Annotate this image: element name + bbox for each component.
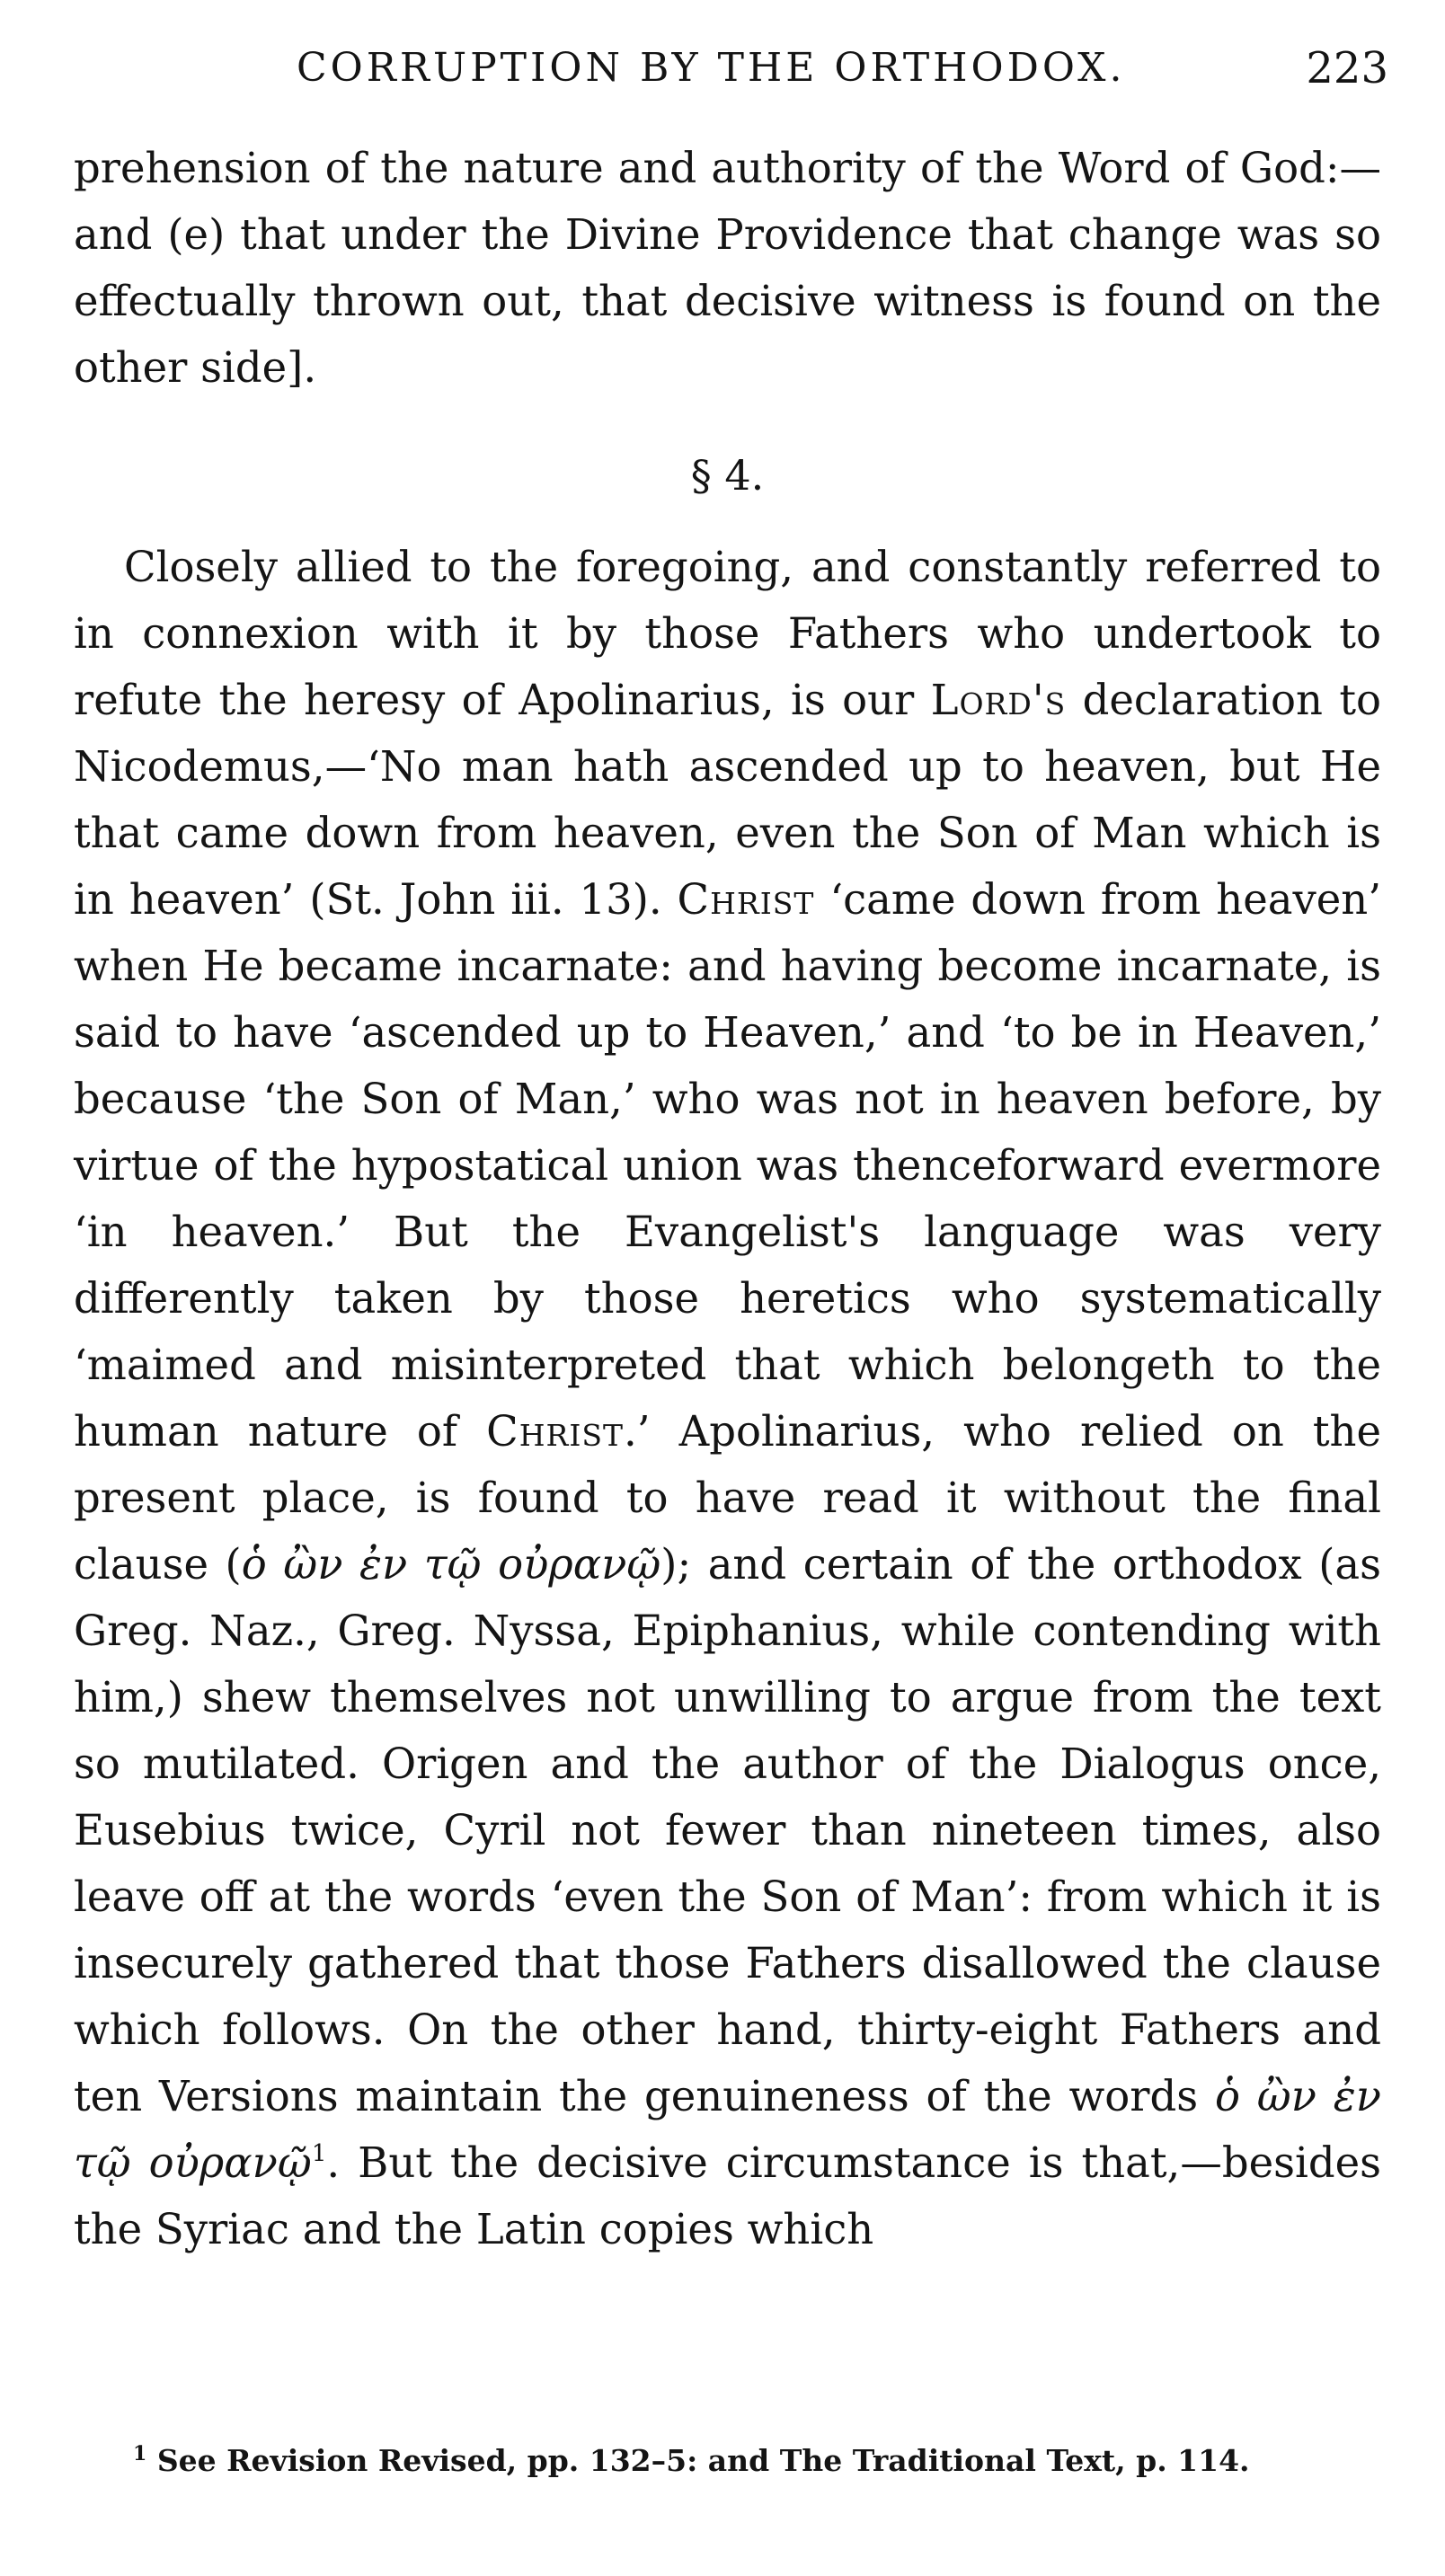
paragraph-continuation: prehension of the nature and authority of the Word of God:—and (e) that under the Divine Providence that change was so effectually thrown out, that decisive witness is found on the other side]. (74, 144, 1381, 392)
text-run: Closely allied to the foregoing, and constantly referred to in connexion with it by those Fathers who undertook to refute the heresy of Apolinarius, is our (74, 543, 1381, 724)
paragraph-section-4 (74, 534, 1381, 2262)
section-heading: § 4. (690, 451, 765, 500)
body-text (74, 135, 1381, 2262)
small-caps-christ: Christ (486, 1407, 624, 1456)
text-run: declaration to Nicodemus,—‘No man hath ascended up to heaven, but He that came down from heaven, even the Son of Man which is in heaven’ (St. John iii. 13). (74, 676, 1382, 924)
greek-phrase: ὁ ὢν ἐν τῷ οὐρανῷ (74, 2072, 1382, 2187)
text-run: ‘came down from heaven’ when He became incarnate: and having become incarnate, is said to have ‘ascended up to Heaven,’ and ‘to be in Heaven,’ because ‘the Son of Man,’ who was not in heaven before, by virtue of the hypostatical union was thenceforward evermore ‘in heaven.’ But the Evangelist's language was very differently taken by those heretics who systematically ‘maimed and misinterpreted that which belongeth to the human nature of (74, 875, 1381, 1456)
text-run: .’ Apolinarius, who relied on the present place, is found to have read it without the final clause ( (74, 1407, 1381, 1589)
text-run: . But the decisive circumstance is that,—besides the Syriac and the Latin copies which (74, 2138, 1381, 2253)
footnote-reference[interactable]: 1 (311, 2140, 327, 2167)
small-caps-christ: Christ (677, 875, 815, 924)
footnote (133, 2439, 1391, 2483)
greek-phrase: ὁ ὢν ἐν τῷ οὐρανῷ (241, 1540, 661, 1589)
running-title: CORRUPTION BY THE ORTHODOX. (297, 45, 1126, 91)
small-caps-lords: Lord's (930, 676, 1067, 724)
page-header (81, 40, 1397, 97)
footnote-marker: 1 (133, 2442, 147, 2465)
footnote-text: See Revision Revised, pp. 132–5: and The Traditional Text, p. 114. (156, 2443, 1250, 2478)
text-run: ); and certain of the orthodox (as Greg. Naz., Greg. Nyssa, Epiphanius, while contending with him,) shew themselves not unwilling to argue from the text so mutilated. Origen and the author of the Dialogus once, Eusebius twice, Cyril not fewer than nineteen times, also leave off at the words ‘even the Son of Man’: from which it is insecurely gathered that those Fathers disallowed the clause which follows. On the other hand, thirty-eight Fathers and ten Versions maintain the genuineness of the words (74, 1540, 1382, 2120)
page-number: 223 (1306, 43, 1388, 93)
